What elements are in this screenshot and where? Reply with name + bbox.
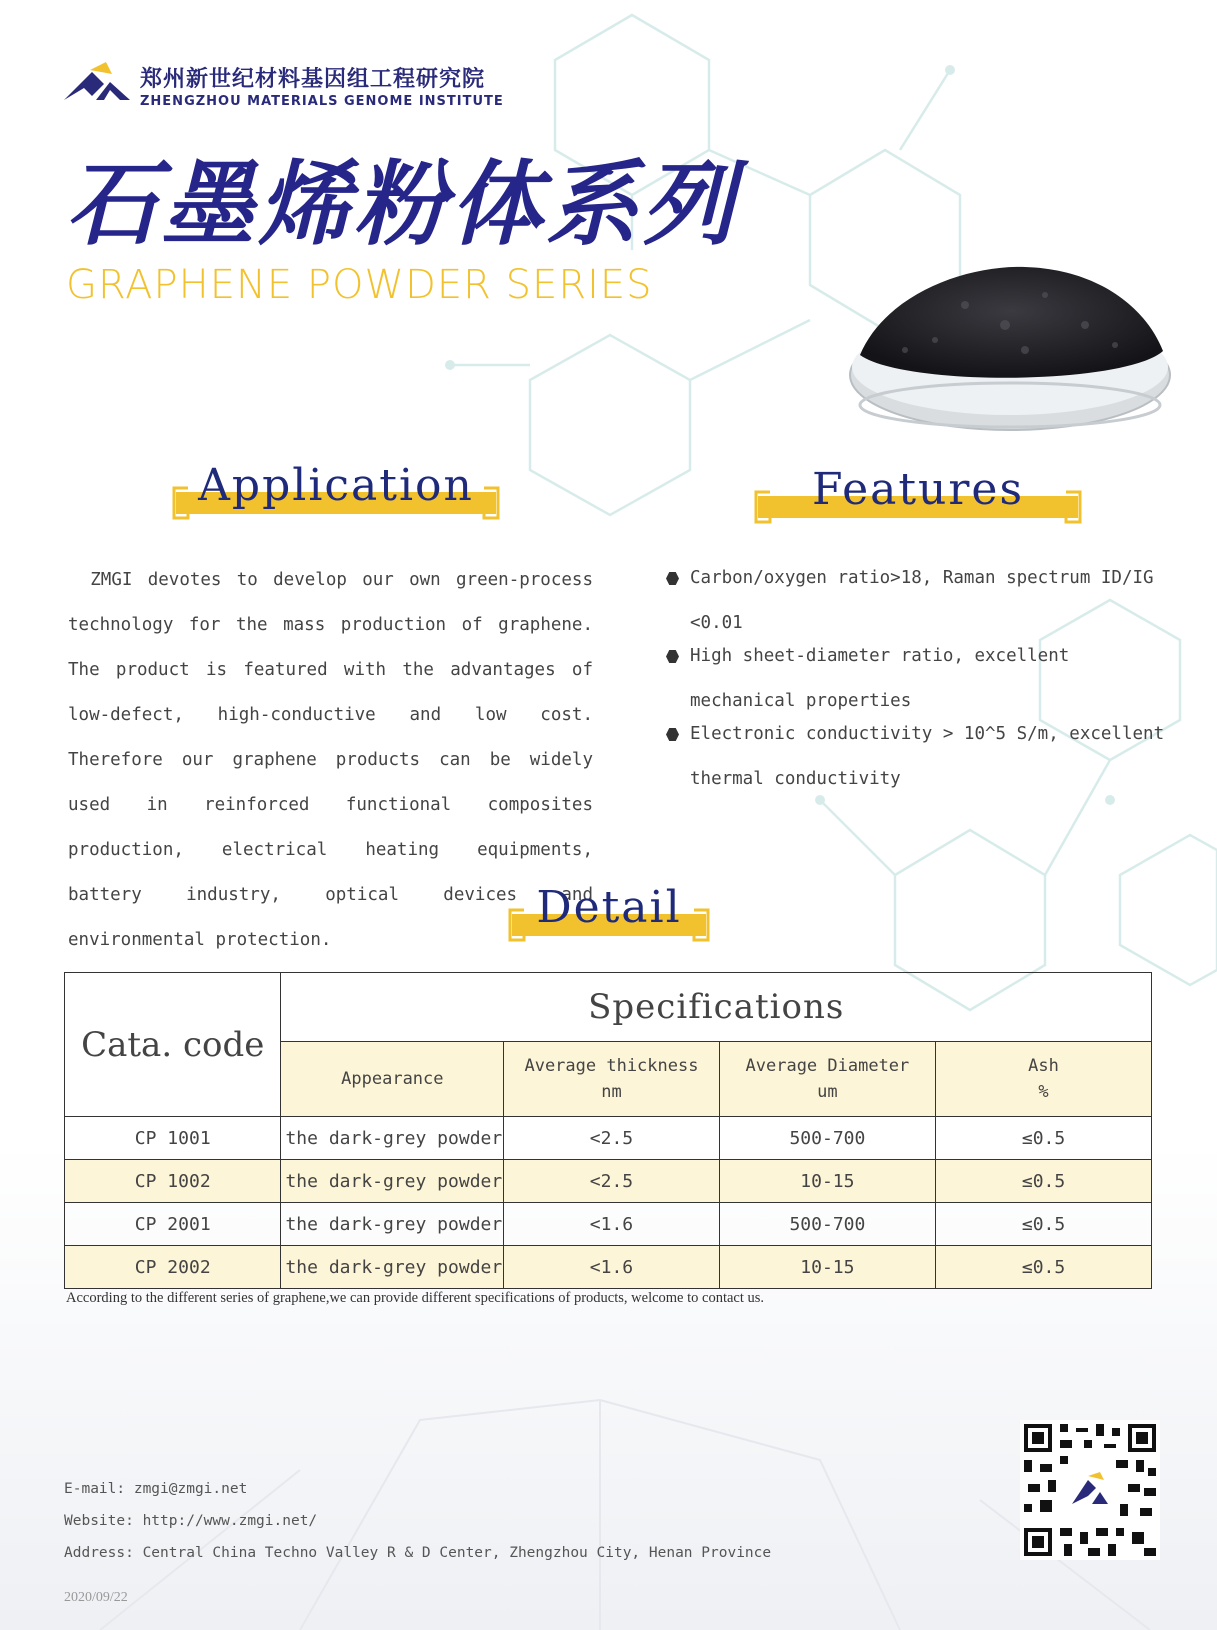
ash-cell: ≤0.5 bbox=[936, 1117, 1152, 1160]
appearance-cell: the dark-grey powder bbox=[281, 1203, 504, 1246]
org-name-en: ZHENGZHOU MATERIALS GENOME INSTITUTE bbox=[140, 94, 504, 109]
application-text: ZMGI devotes to develop our own green-process technology for the mass production of graphene. The product is featured with the advantages of low-defect, high-conductive and low cost. Therefore our graphene products can be widely used in reinforced functional composites production, electrical heating equipments, battery industry, optical devices and environmental protection. bbox=[68, 570, 593, 950]
qr-code-icon bbox=[1020, 1420, 1160, 1560]
ash-cell: ≤0.5 bbox=[936, 1203, 1152, 1246]
column-header: Appearance bbox=[281, 1042, 504, 1117]
graphene-powder-dish-image bbox=[845, 255, 1180, 440]
code-cell: CP 1001 bbox=[65, 1117, 281, 1160]
page-title-en: GRAPHENE POWDER SERIES bbox=[66, 262, 653, 308]
features-heading bbox=[752, 464, 1084, 530]
appearance-cell: the dark-grey powder bbox=[281, 1246, 504, 1289]
thickness-cell: <1.6 bbox=[504, 1203, 720, 1246]
column-header: Average Diameter um bbox=[719, 1042, 935, 1117]
table-row bbox=[65, 1203, 1152, 1246]
detail-heading-label: Detail bbox=[536, 882, 682, 933]
application-heading-label: Application bbox=[198, 460, 474, 511]
contact-address: Address: Central China Techno Valley R & D Center, Zhengzhou City, Henan Province bbox=[64, 1545, 772, 1561]
feature-item bbox=[668, 556, 1168, 646]
table-row bbox=[65, 1160, 1152, 1203]
feature-text: Electronic conductivity > 10^5 S/m, excellent thermal conductivity bbox=[690, 724, 1165, 789]
column-header: Ash % bbox=[936, 1042, 1152, 1117]
thickness-cell: <2.5 bbox=[504, 1117, 720, 1160]
feature-text: High sheet-diameter ratio, excellent mechanical properties bbox=[690, 646, 1070, 711]
ash-cell: ≤0.5 bbox=[936, 1246, 1152, 1289]
feature-item bbox=[668, 634, 1168, 724]
diameter-cell: 10-15 bbox=[719, 1160, 935, 1203]
specifications-table bbox=[64, 972, 1152, 1289]
page-title-cn: 石墨烯粉体系列 bbox=[66, 151, 739, 258]
diameter-cell: 500-700 bbox=[719, 1117, 935, 1160]
diameter-cell: 10-15 bbox=[719, 1246, 935, 1289]
org-name-cn: 郑州新世纪材料基因组工程研究院 bbox=[140, 67, 486, 92]
contact-website: Website: http://www.zmgi.net/ bbox=[64, 1513, 318, 1529]
code-cell: CP 2002 bbox=[65, 1246, 281, 1289]
code-cell: CP 2001 bbox=[65, 1203, 281, 1246]
ash-cell: ≤0.5 bbox=[936, 1160, 1152, 1203]
bullet-icon bbox=[666, 572, 679, 585]
specifications-header: Specifications bbox=[281, 973, 1152, 1042]
detail-heading bbox=[506, 882, 712, 948]
feature-item bbox=[668, 712, 1168, 802]
detail-note: According to the different series of graphene,we can provide different specifications of products, welcome to contact us. bbox=[66, 1290, 765, 1306]
diameter-cell: 500-700 bbox=[719, 1203, 935, 1246]
features-heading-label: Features bbox=[811, 464, 1025, 515]
application-heading bbox=[170, 460, 502, 526]
features-list bbox=[668, 556, 1168, 790]
feature-text: Carbon/oxygen ratio>18, Raman spectrum ID/IG <0.01 bbox=[690, 568, 1154, 633]
bullet-icon bbox=[666, 728, 679, 741]
code-cell: CP 1002 bbox=[65, 1160, 281, 1203]
bullet-icon bbox=[666, 650, 679, 663]
cata-code-header: Cata. code bbox=[65, 973, 281, 1117]
contact-email: E-mail: zmgi@zmgi.net bbox=[64, 1481, 248, 1497]
table-row bbox=[65, 1246, 1152, 1289]
thickness-cell: <2.5 bbox=[504, 1160, 720, 1203]
appearance-cell: the dark-grey powder bbox=[281, 1117, 504, 1160]
column-header: Average thickness nm bbox=[504, 1042, 720, 1117]
table-row bbox=[65, 1117, 1152, 1160]
publish-date: 2020/09/22 bbox=[64, 1590, 128, 1605]
appearance-cell: the dark-grey powder bbox=[281, 1160, 504, 1203]
zmgi-logo-icon bbox=[62, 60, 132, 106]
thickness-cell: <1.6 bbox=[504, 1246, 720, 1289]
